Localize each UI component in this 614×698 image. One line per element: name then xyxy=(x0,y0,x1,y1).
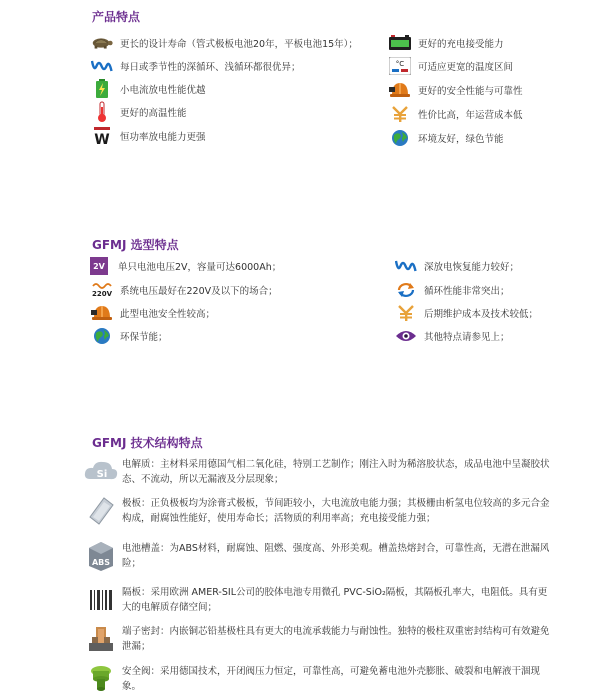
feature-text: 更好的充电接受能力 xyxy=(418,39,504,50)
tech-item xyxy=(84,662,554,696)
globe-icon xyxy=(388,128,412,148)
separator-icon xyxy=(84,583,118,617)
feature-item xyxy=(388,104,523,124)
tech-text: 电池槽盖：为ABS材料，耐腐蚀、阻燃、强度高、外形美观。槽盖热熔封合，可靠性高，无潜在泄漏风险； xyxy=(122,543,550,569)
feature-item xyxy=(388,128,504,148)
battery-icon xyxy=(388,33,412,53)
turtle-icon xyxy=(90,33,114,53)
wave-icon xyxy=(394,256,418,276)
selection-item xyxy=(394,256,519,276)
tech-item xyxy=(84,583,554,617)
svg-text:Si: Si xyxy=(96,469,108,480)
feature-item xyxy=(388,33,504,53)
tech-item xyxy=(84,539,554,573)
wave-icon xyxy=(90,56,114,76)
selection-text: 系统电压最好在220V及以下的场合； xyxy=(120,286,278,297)
feature-text: 小电流放电性能优越 xyxy=(120,85,206,96)
svg-text:W: W xyxy=(94,132,110,145)
features-title: 产品特点 xyxy=(92,10,141,24)
safety-helmet-icon xyxy=(388,80,412,100)
selection-title: GFMJ 选型特点 xyxy=(92,238,179,252)
battery-charge-icon xyxy=(90,79,114,99)
silica-icon xyxy=(84,455,118,489)
tech-item xyxy=(84,494,554,528)
tech-text: 电解质：主材料采用德国气相二氧化硅，特别工艺制作；刚注入时为稀溶胶状态，成品电池中呈凝胶状态、不流动，所以无漏液及分层现象； xyxy=(122,459,550,485)
feature-text: 性价比高，年运营成本低 xyxy=(418,110,523,121)
selection-text: 其他特点请参见上； xyxy=(424,332,510,343)
2v-icon: 2V xyxy=(90,257,108,275)
abs-icon xyxy=(84,539,118,573)
selection-item xyxy=(394,280,510,300)
plate-icon xyxy=(84,494,118,528)
terminal-seal-icon xyxy=(84,622,118,656)
feature-text: 更好的高温性能 xyxy=(120,108,187,119)
feature-text: 环境友好，绿色节能 xyxy=(418,134,504,145)
feature-text: 更好的安全性能与可靠性 xyxy=(418,86,523,97)
eye-icon xyxy=(394,326,418,346)
temperature-range-icon xyxy=(388,56,412,76)
svg-text:°C: °C xyxy=(395,60,405,68)
thermometer-icon xyxy=(90,102,114,122)
selection-item xyxy=(394,303,538,323)
w-power-icon xyxy=(90,126,114,146)
tech-item xyxy=(84,622,554,656)
selection-item xyxy=(90,326,168,346)
tech-text: 极板：正负极板均为涂膏式极板，节间距较小，大电流放电能力强；其极栅由析氢电位较高的多元合金构成，耐腐蚀性能好，使用寿命长；活物质的利用率高；充电接受能力强； xyxy=(122,498,550,524)
feature-text: 可适应更宽的温度区间 xyxy=(418,62,514,73)
feature-text: 每日或季节性的深循环、浅循环都很优异； xyxy=(120,62,301,73)
feature-item xyxy=(90,102,187,122)
selection-text: 此型电池安全性较高； xyxy=(120,309,216,320)
selection-text: 环保节能； xyxy=(120,332,168,343)
tech-title: GFMJ 技术结构特点 xyxy=(92,436,203,450)
selection-item xyxy=(90,256,281,276)
yen-coin-icon xyxy=(388,104,412,124)
svg-text:ABS: ABS xyxy=(91,558,111,567)
feature-item xyxy=(90,79,206,99)
feature-item xyxy=(388,56,513,76)
feature-item xyxy=(388,80,523,100)
selection-text: 后期维护成本及技术较低； xyxy=(424,309,539,320)
feature-item xyxy=(90,33,358,53)
feature-item xyxy=(90,126,206,146)
selection-item xyxy=(394,326,510,346)
globe-icon xyxy=(90,326,114,346)
tech-item xyxy=(84,455,554,489)
valve-icon xyxy=(84,662,118,696)
cycle-arrows-icon xyxy=(394,280,418,300)
yen-coin-icon xyxy=(394,303,418,323)
tech-text: 隔板：采用欧洲 AMER-SIL公司的胶体电池专用微孔 PVC-SiO₂隔板，其隔板孔率大，电阻低。具有更大的电解质存储空间； xyxy=(122,587,548,613)
tech-text: 端子密封：内嵌铜芯铅基极柱具有更大的电流承载能力与耐蚀性。独特的极柱双重密封结构可有效避免泄漏； xyxy=(122,626,550,652)
selection-text: 循环性能非常突出； xyxy=(424,286,510,297)
tech-text: 安全阀：采用德国技术，开闭阀压力恒定，可靠性高，可避免蓄电池外壳膨胀、破裂和电解液干涸现象。 xyxy=(122,666,541,692)
selection-item xyxy=(90,280,278,300)
feature-text: 更长的设计寿命（管式极板电池20年，平板电池15年）； xyxy=(120,39,358,50)
feature-text: 恒功率放电能力更强 xyxy=(120,132,206,143)
selection-item xyxy=(90,303,215,323)
safety-helmet-icon xyxy=(90,303,114,323)
220v-icon: 220V xyxy=(90,280,114,300)
selection-text: 深放电恢复能力较好； xyxy=(424,262,520,273)
selection-text: 单只电池电压2V，容量可达6000Ah； xyxy=(118,262,282,273)
feature-item xyxy=(90,56,301,76)
